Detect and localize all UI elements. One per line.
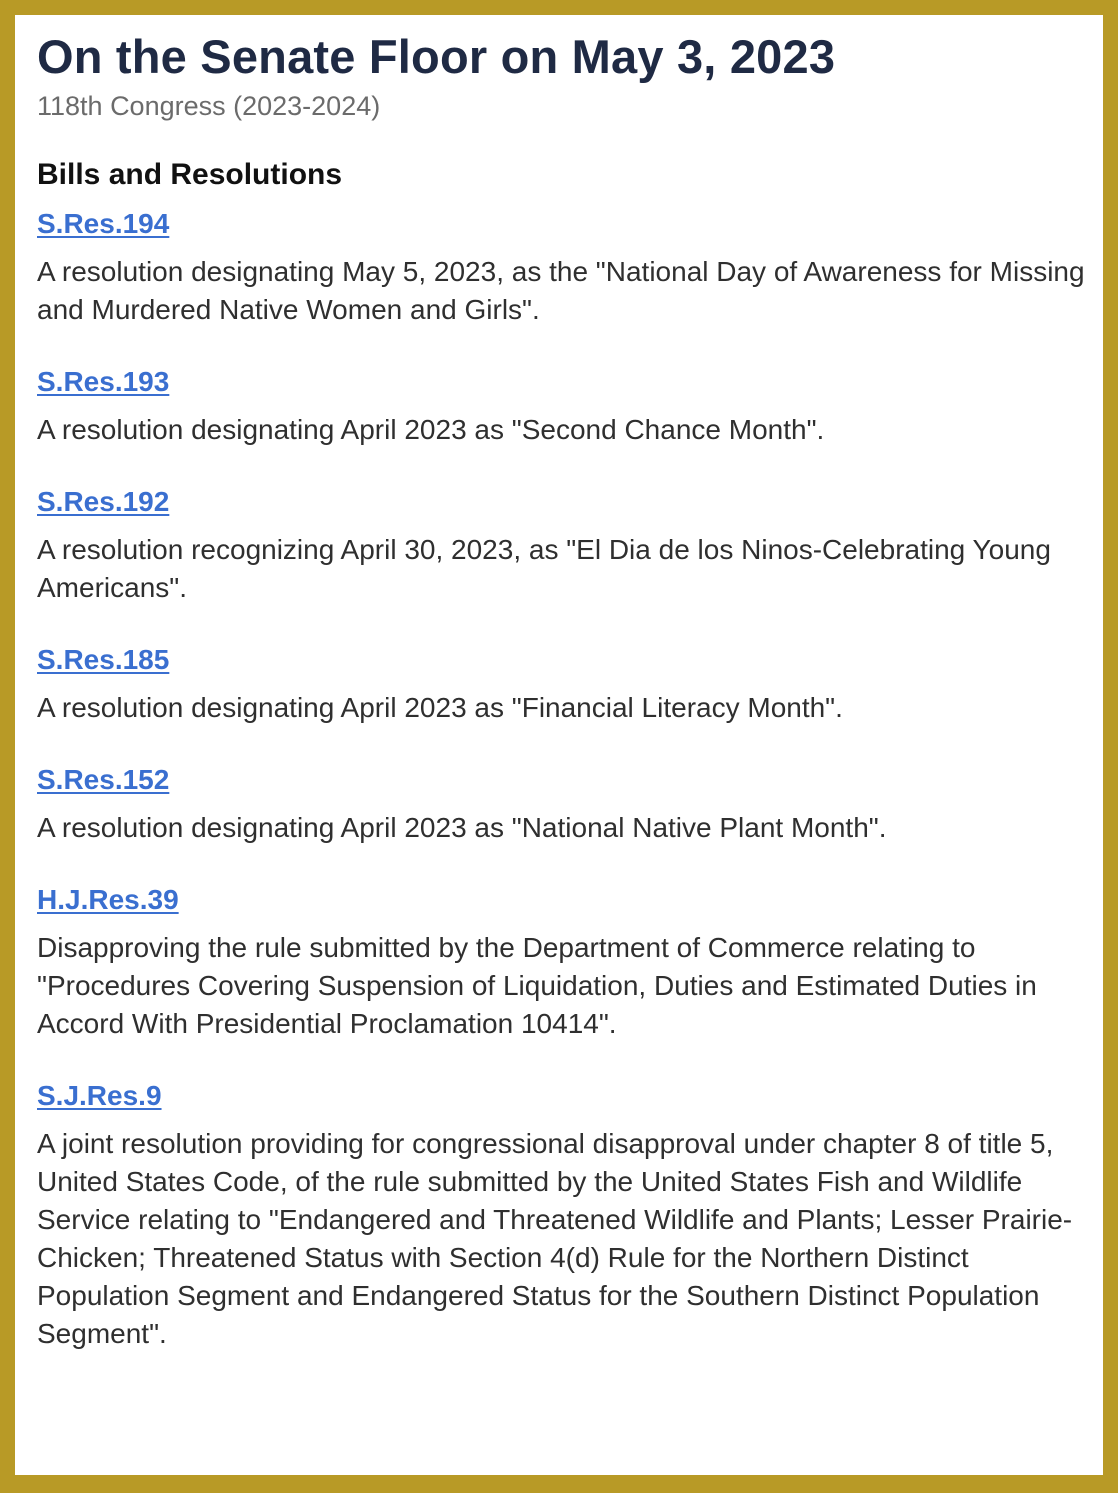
content-panel (15, 15, 1103, 1475)
bill-link-sjres9[interactable]: S.J.Res.9 (37, 1080, 162, 1111)
bill-item (37, 485, 1087, 607)
bill-link-sres185[interactable]: S.Res.185 (37, 644, 170, 675)
bill-description: A resolution recognizing April 30, 2023, as "El Dia de los Ninos-Celebrating Young Americans". (37, 534, 1051, 603)
bill-description: A resolution designating May 5, 2023, as the "National Day of Awareness for Missing and Murdered Native Women and Girls". (37, 256, 1085, 325)
bill-item (37, 643, 1087, 727)
bill-item (37, 763, 1087, 847)
congress-subtitle: 118th Congress (2023-2024) (37, 91, 381, 121)
bill-item (37, 1079, 1087, 1353)
bill-description: Disapproving the rule submitted by the Department of Commerce relating to "Procedures Covering Suspension of Liquidation, Duties and Estimated Duties in Accord With Presidential Proclamation 10414". (37, 932, 1037, 1039)
bill-link-sres192[interactable]: S.Res.192 (37, 486, 170, 517)
bill-item (37, 883, 1087, 1043)
bill-item (37, 207, 1087, 329)
page-title: On the Senate Floor on May 3, 2023 (37, 30, 836, 83)
bill-list (37, 207, 1103, 1353)
bill-description: A resolution designating April 2023 as "National Native Plant Month". (37, 812, 887, 843)
bill-item (37, 365, 1087, 449)
bill-link-sres194[interactable]: S.Res.194 (37, 208, 170, 239)
bill-link-hjres39[interactable]: H.J.Res.39 (37, 884, 179, 915)
section-heading: Bills and Resolutions (37, 158, 343, 191)
bill-link-sres193[interactable]: S.Res.193 (37, 366, 170, 397)
bill-description: A joint resolution providing for congressional disapproval under chapter 8 of title 5, United States Code, of the rule submitted by the United States Fish and Wildlife Service relating to "Endangered and Threatened Wildlife and Plants; Lesser Prairie-Chicken; Threatened Status with Section 4(d) Rule for the Northern Distinct Population Segment and Endangered Status for the Southern Distinct Population Segment". (37, 1128, 1073, 1349)
bill-link-sres152[interactable]: S.Res.152 (37, 764, 170, 795)
bill-description: A resolution designating April 2023 as "Second Chance Month". (37, 414, 825, 445)
bill-description: A resolution designating April 2023 as "Financial Literacy Month". (37, 692, 843, 723)
